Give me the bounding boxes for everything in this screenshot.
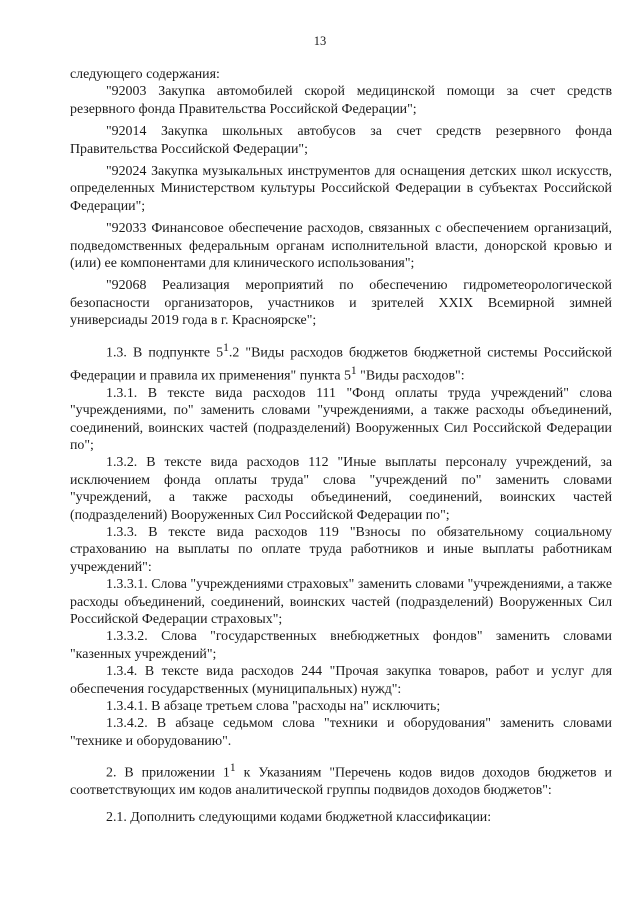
paragraph-code-92014: "92014 Закупка школьных автобусов за счет средств резервного фонда Правительства Российской Федерации"; <box>70 124 612 157</box>
text-segment: к Указаниям "Перечень кодов видов доходов бюджетов и соответствующих им кодов аналитической группы подвидов доходов бюджетов": <box>70 765 612 799</box>
text-segment: "Виды расходов": <box>356 368 465 384</box>
paragraph-1-3-4-2: 1.3.4.2. В абзаце седьмом слова "техники и оборудования" заменить словами "технике и оборудованию". <box>70 716 612 749</box>
paragraph-code-92024: "92024 Закупка музыкальных инструментов для оснащения детских школ искусств, определенных Министерством культуры Российской Федерации в субъектах Российской Федерации"; <box>70 164 612 214</box>
superscript: 1 <box>229 761 236 775</box>
paragraph-1-3-3-2: 1.3.3.2. Слова "государственных внебюджетных фондов" заменить словами "казенных учреждений"; <box>70 629 612 662</box>
superscript: 1 <box>223 340 229 354</box>
document-body <box>70 66 612 826</box>
paragraph-code-92033: "92033 Финансовое обеспечение расходов, связанных с обеспечением организаций, подведомственных федеральным органам исполнительной власти, донорской кровью и (или) ее компонентами для клинического использования"; <box>70 221 612 272</box>
text-segment: 1.3. В подпункте 5 <box>106 345 224 361</box>
paragraph-intro: следующего содержания: <box>70 67 220 82</box>
paragraph-2 <box>70 759 612 799</box>
superscript: 1 <box>350 363 357 377</box>
paragraph-code-92003: "92003 Закупка автомобилей скорой медицинской помощи за счет средств резервного фонда Правительства Российской Федерации"; <box>70 84 612 117</box>
paragraph-1-3 <box>70 339 612 385</box>
paragraph-2-1: 2.1. Дополнить следующими кодами бюджетной классификации: <box>106 809 492 825</box>
page-number: 13 <box>313 34 327 48</box>
text-segment: 2. В приложении 1 <box>106 765 230 781</box>
paragraph-1-3-4-1: 1.3.4.1. В абзаце третьем слова "расходы на" исключить; <box>106 699 441 715</box>
paragraph-1-3-3-1: 1.3.3.1. Слова "учреждениями страховых" заменить словами "учреждениями, а также расходы объединений, соединений, воинских частей (подразделений) Вооруженных Сил Российской Федерации страховых"; <box>70 577 612 628</box>
paragraph-code-92068: "92068 Реализация мероприятий по обеспечению гидрометеорологической безопасности организаторов, участников и зрителей XXIX Всемирной зимней универсиады 2019 года в г. Красноярске"; <box>70 278 612 329</box>
paragraph-1-3-3: 1.3.3. В тексте вида расходов 119 "Взносы по обязательному социальному страхованию на выплаты по оплате труда работников и иные выплаты работникам учреждений": <box>70 525 612 575</box>
paragraph-1-3-2: 1.3.2. В тексте вида расходов 112 "Иные выплаты персоналу учреждений, за исключением фонда оплаты труда" слова "учреждений по" заменить словами "учреждений, а также расходы объединений, соединений, воинских частей (подразделений) Вооруженных Сил Российской Федерации по"; <box>70 455 612 523</box>
paragraph-1-3-4: 1.3.4. В тексте вида расходов 244 "Прочая закупка товаров, работ и услуг для обеспечения государственных (муниципальных) нужд": <box>70 664 612 697</box>
paragraph-1-3-1: 1.3.1. В тексте вида расходов 111 "Фонд оплаты труда учреждений" слова "учреждениями, по" заменить словами "учреждениями, а также расходы объединений, соединений, воинских частей (подразделений) Вооруженных Сил Российской Федерации по"; <box>70 385 612 453</box>
text-segment: .2 "Виды расходов бюджетов бюджетной системы Российской Федерации и правила их применения" пункта 5 <box>70 345 612 384</box>
